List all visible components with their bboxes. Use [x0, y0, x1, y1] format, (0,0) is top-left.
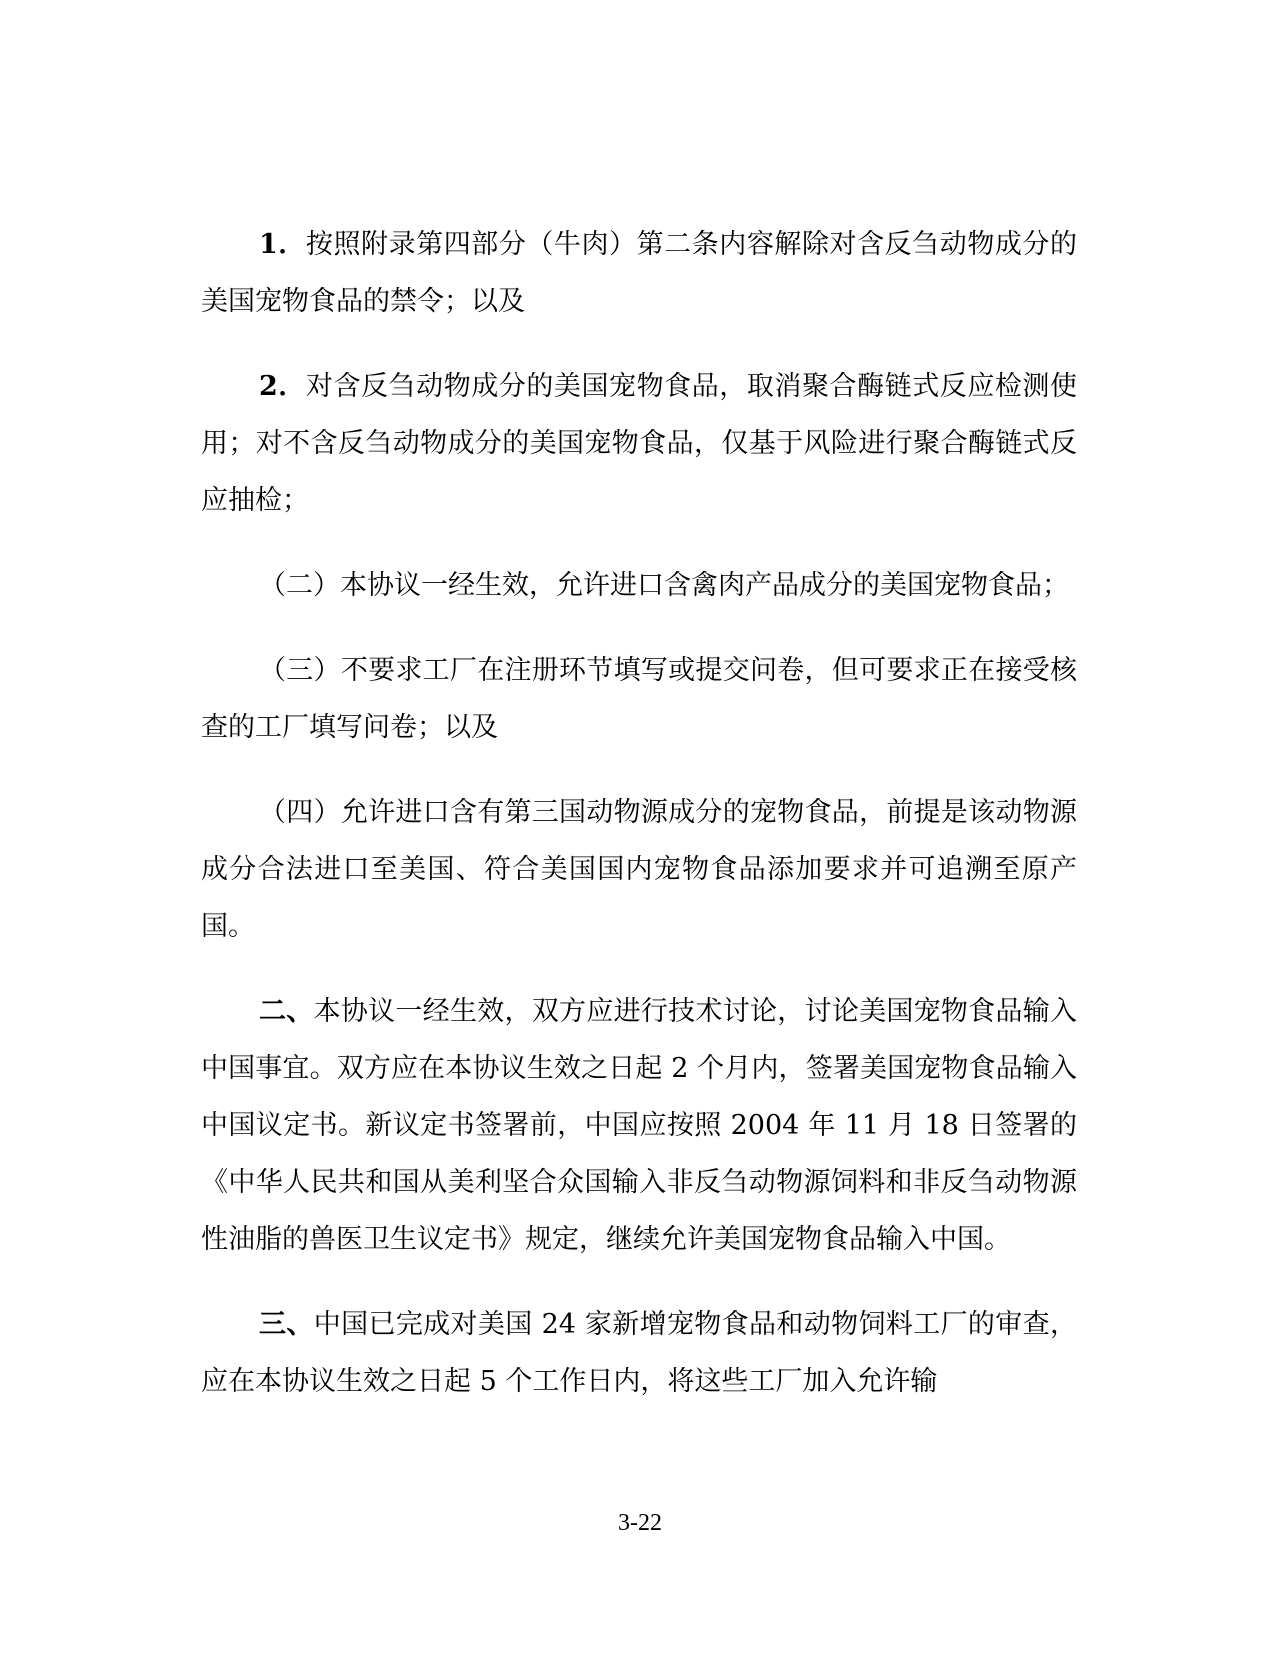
paragraph-clause-4 — [201, 784, 1077, 955]
paragraph-text: 对含反刍动物成分的美国宠物食品，取消聚合酶链式反应检测使用；对不含反刍动物成分的美国宠物食品，仅基于风险进行聚合酶链式反应抽检； — [201, 371, 1077, 516]
paragraph-item-2 — [201, 358, 1077, 529]
item-number: 2． — [259, 371, 306, 402]
paragraph-section-2 — [201, 983, 1077, 1268]
paragraph-text: （三）不要求工厂在注册环节填写或提交问卷，但可要求正在接受核查的工厂填写问卷；以及 — [201, 655, 1077, 743]
paragraph-clause-2 — [201, 557, 1077, 614]
section-number: 二、 — [259, 996, 314, 1027]
paragraph-text: 本协议一经生效，双方应进行技术讨论，讨论美国宠物食品输入中国事宜。双方应在本协议生效之日起 2 个月内，签署美国宠物食品输入中国议定书。新议定书签署前，中国应按照 2004 年 11 月 18 日签署的《中华人民共和国从美利坚合众国输入非反刍动物源饲料和非反刍动物源性油脂的兽医卫生议定书》规定，继续允许美国宠物食品输入中国。 — [201, 996, 1078, 1255]
paragraph-text: 中国已完成对美国 24 家新增宠物食品和动物饲料工厂的审查，应在本协议生效之日起 5 个工作日内，将这些工厂加入允许输 — [201, 1309, 1078, 1397]
paragraph-text: （二）本协议一经生效，允许进口含禽肉产品成分的美国宠物食品； — [259, 570, 1069, 601]
body-text — [201, 216, 1077, 1438]
section-number: 三、 — [259, 1309, 314, 1340]
paragraph-section-3 — [201, 1296, 1077, 1410]
paragraph-item-1 — [201, 216, 1077, 330]
paragraph-text: 按照附录第四部分（牛肉）第二条内容解除对含反刍动物成分的美国宠物食品的禁令；以及 — [201, 229, 1077, 317]
paragraph-text: （四）允许进口含有第三国动物源成分的宠物食品，前提是该动物源成分合法进口至美国、符合美国国内宠物食品添加要求并可追溯至原产国。 — [201, 797, 1077, 942]
item-number: 1． — [259, 229, 306, 260]
page-number: 3-22 — [618, 1510, 662, 1536]
paragraph-clause-3 — [201, 642, 1077, 756]
